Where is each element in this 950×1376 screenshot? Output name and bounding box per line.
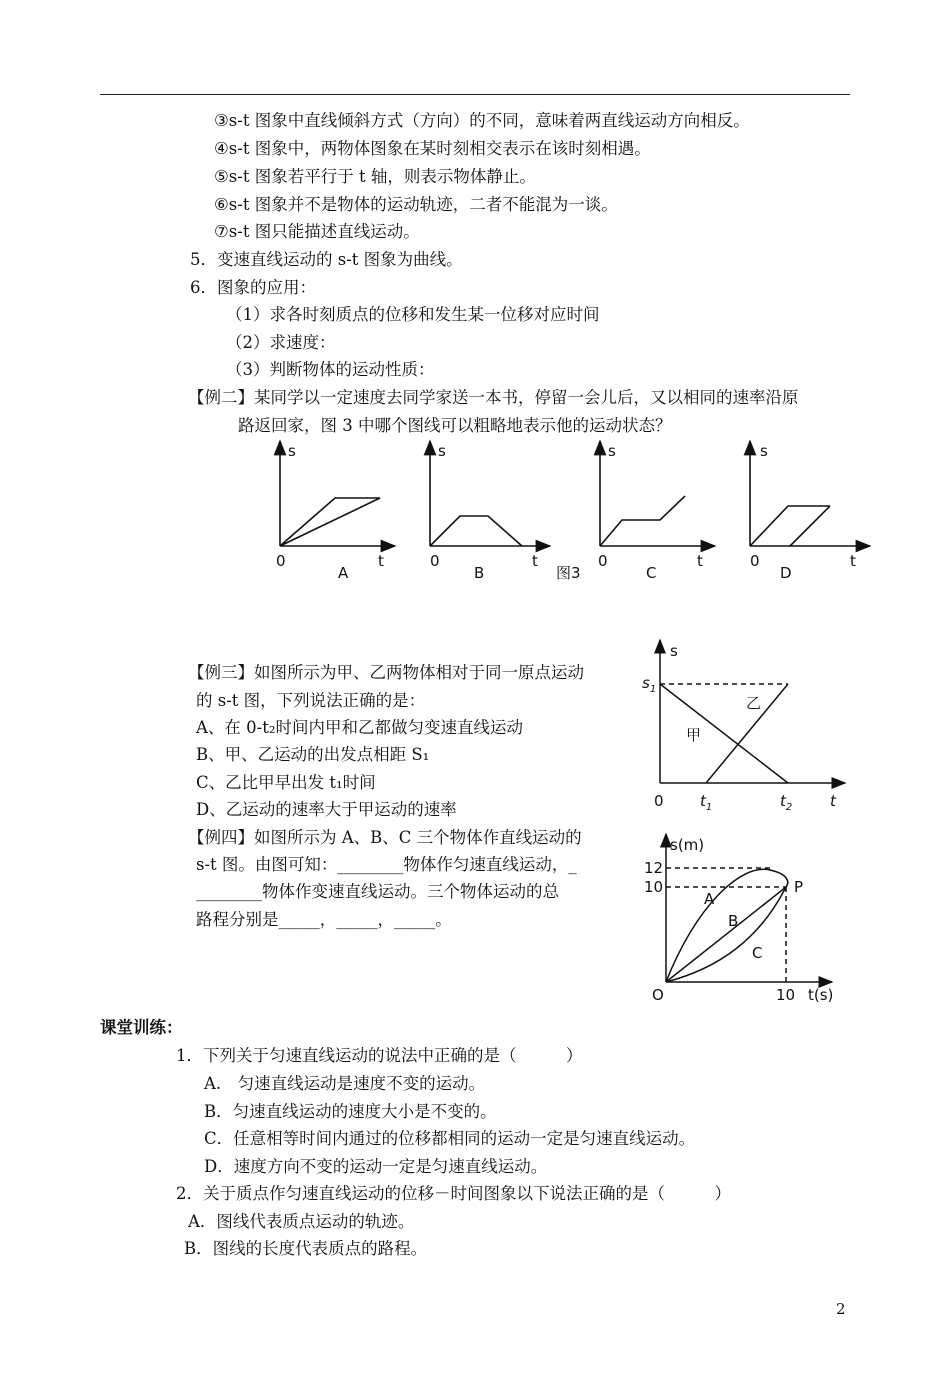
- line-jia: [660, 684, 788, 783]
- question-2-option-b: B．图线的长度代表质点的路程。: [184, 1239, 428, 1258]
- ex3-s-label: s: [670, 642, 678, 660]
- graph-a-letter: A: [338, 564, 349, 582]
- graph-b-t-label: t: [532, 552, 538, 570]
- figure-3-caption: 图3: [556, 564, 581, 582]
- line-b: [666, 887, 786, 982]
- figure-example-4: [640, 828, 850, 1008]
- question-2: 2．关于质点作匀速直线运动的位移－时间图象以下说法正确的是（ ）: [176, 1184, 731, 1203]
- line-4: ④s-t 图象中，两物体图象在某时刻相交表示在该时刻相遇。: [214, 139, 651, 158]
- example-3-line-1: 【例三】如图所示为甲、乙两物体相对于同一原点运动: [188, 663, 584, 682]
- ex4-s-label: s(m): [670, 836, 705, 854]
- ex3-yi-label: 乙: [746, 694, 762, 712]
- example-4-line-1: 【例四】如图所示为 A、B、C 三个物体作直线运动的: [188, 828, 582, 847]
- graph-a: [280, 441, 395, 546]
- graph-a-origin: 0: [276, 552, 286, 570]
- graph-c-origin: 0: [598, 552, 608, 570]
- example-3-option-d: D、乙运动的速率大于甲运动的速率: [196, 800, 457, 819]
- graph-a-t-label: t: [378, 552, 384, 570]
- application-1: （1）求各时刻质点的位移和发生某一位移对应时间: [226, 305, 600, 324]
- question-1-option-b: B．匀速直线运动的速度大小是不变的。: [204, 1102, 497, 1121]
- ex4-origin: O: [652, 986, 664, 1004]
- graph-a-s-label: s: [288, 442, 296, 460]
- graph-d: [750, 441, 870, 546]
- graph-d-s-label: s: [760, 442, 768, 460]
- line-7: ⑦s-t 图只能描述直线运动。: [214, 222, 420, 241]
- graph-b-origin: 0: [430, 552, 440, 570]
- application-2: （2）求速度：: [226, 333, 336, 352]
- ex3-origin: 0: [654, 792, 664, 810]
- curve-a: [666, 869, 788, 982]
- classroom-training-heading: 课堂训练：: [100, 1018, 183, 1037]
- graph-d-letter: D: [780, 564, 792, 582]
- figure-example-3: [640, 636, 850, 816]
- question-1: 1．下列关于匀速直线运动的说法中正确的是（ ）: [176, 1046, 583, 1065]
- graph-b: [430, 441, 550, 546]
- point-6: 6．图象的应用：: [190, 278, 316, 297]
- example-4-line-3: ________物体作变速直线运动。三个物体运动的总: [196, 882, 559, 901]
- ex3-jia-label: 甲: [686, 726, 702, 744]
- ex4-curve-a-label: A: [704, 890, 715, 908]
- example-3-option-c: C、乙比甲早出发 t₁时间: [196, 773, 376, 792]
- figure-3: [260, 436, 880, 586]
- ex4-y12: 12: [644, 859, 664, 877]
- question-1-option-d: D．速度方向不变的运动一定是匀速直线运动。: [204, 1157, 548, 1176]
- ex4-t-label: t(s): [808, 986, 834, 1004]
- line-6: ⑥s-t 图象并不是物体的运动轨迹，二者不能混为一谈。: [214, 195, 618, 214]
- ex3-t1-label: $t_1$: [700, 792, 713, 813]
- line-3: ③s-t 图象中直线倾斜方式（方向）的不同，意味着两直线运动方向相反。: [214, 111, 750, 130]
- graph-c-s-label: s: [608, 442, 616, 460]
- ex4-y10: 10: [644, 878, 664, 896]
- example-4-line-2: s-t 图。由图可知：________物体作匀速直线运动，_: [196, 855, 577, 874]
- graph-d-origin: 0: [750, 552, 760, 570]
- line-5: ⑤s-t 图象若平行于 t 轴，则表示物体静止。: [214, 167, 536, 186]
- page-number: 2: [836, 1300, 846, 1318]
- question-1-option-a: A. 匀速直线运动是速度不变的运动。: [204, 1074, 486, 1093]
- question-1-option-c: C．任意相等时间内通过的位移都相同的运动一定是匀速直线运动。: [204, 1129, 696, 1148]
- point-5: 5．变速直线运动的 s-t 图象为曲线。: [190, 250, 463, 269]
- graph-c: [600, 441, 715, 546]
- graph-b-s-label: s: [438, 442, 446, 460]
- example-2-line-1: 【例二】某同学以一定速度去同学家送一本书，停留一会儿后，又以相同的速率沿原: [188, 388, 799, 407]
- ex3-t-label: t: [830, 792, 836, 810]
- header-rule: [100, 94, 850, 95]
- example-4-line-4: 路程分别是_____，_____，_____。: [196, 910, 452, 929]
- graph-d-t-label: t: [850, 552, 856, 570]
- ex3-t2-label: $t_2$: [780, 792, 793, 813]
- application-3: （3）判断物体的运动性质：: [226, 360, 435, 379]
- example-3-line-2: 的 s-t 图，下列说法正确的是：: [196, 691, 426, 710]
- ex3-s1-label: $s_1$: [642, 674, 657, 695]
- graph-c-t-label: t: [697, 552, 703, 570]
- ex4-point-p: P: [794, 878, 804, 896]
- ex4-x10: 10: [776, 986, 796, 1004]
- question-2-option-a: A．图线代表质点运动的轨迹。: [188, 1212, 415, 1231]
- ex4-curve-c-label: C: [752, 944, 763, 962]
- ex4-line-b-label: B: [728, 912, 739, 930]
- example-3-option-b: B、甲、乙运动的出发点相距 S₁: [196, 745, 430, 764]
- graph-b-letter: B: [474, 564, 485, 582]
- graph-c-letter: C: [646, 564, 657, 582]
- example-2-line-2: 路返回家，图 3 中哪个图线可以粗略地表示他的运动状态？: [238, 416, 672, 435]
- example-3-option-a: A、在 0-t₂时间内甲和乙都做匀变速直线运动: [196, 718, 523, 737]
